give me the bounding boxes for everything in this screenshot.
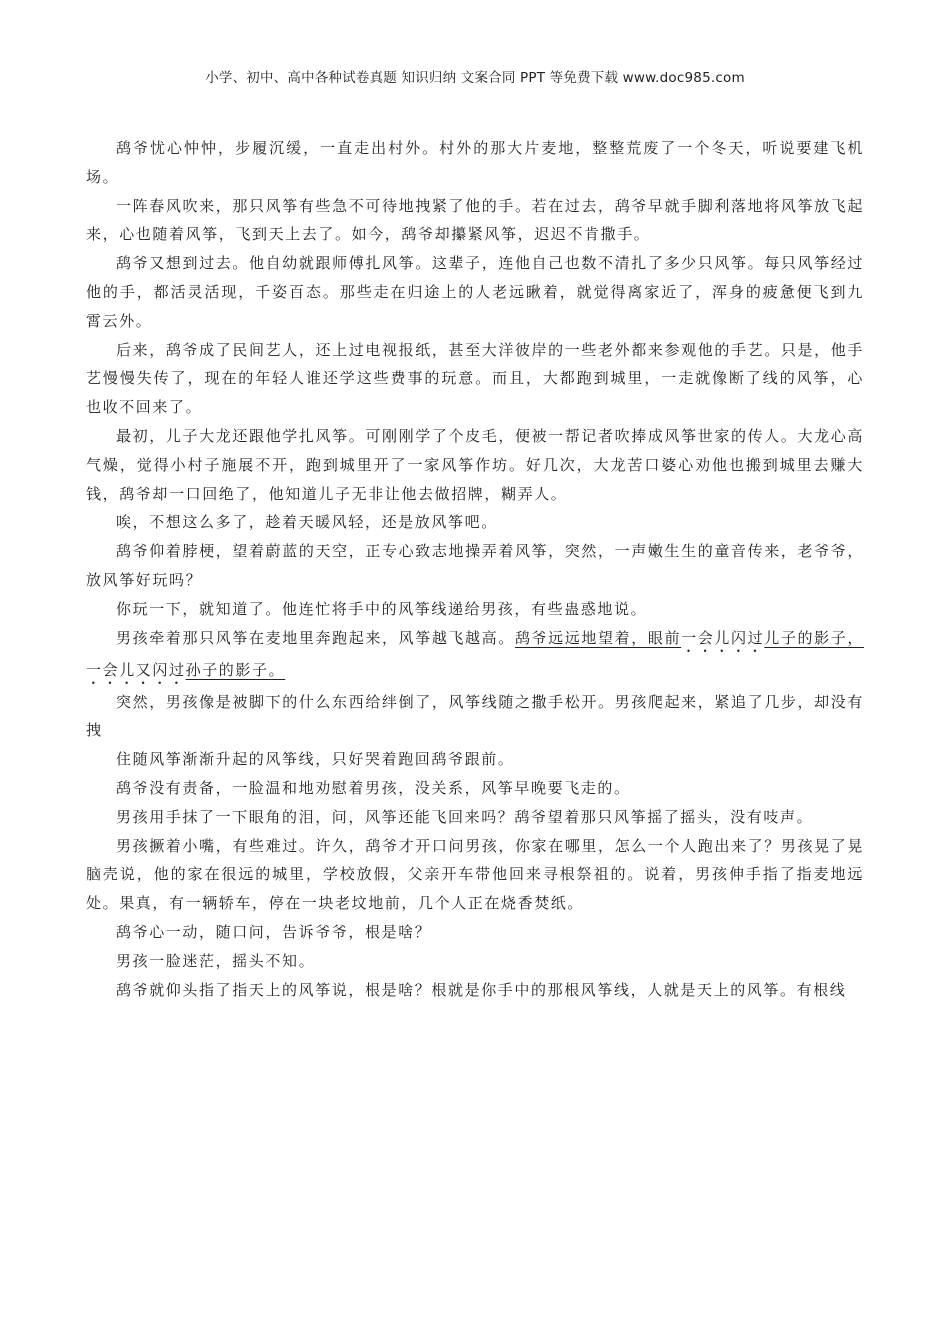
paragraph: 一阵春风吹来，那只风筝有些急不可待地拽紧了他的手。若在过去，鸹爷早就手脚利落地将风筝放飞起来，心也随着风筝，飞到天上去了。如今，鸹爷却攥紧风筝，迟迟不肯撒手。 xyxy=(86,196,864,244)
paragraph: 你玩一下，就知道了。他连忙将手中的风筝线递给男孩，有些蛊惑地说。 xyxy=(116,599,648,618)
underlined-phrase: 鸹爷远远地望着，眼前 xyxy=(514,628,682,647)
dotted-phrase: 一会儿又闪过 xyxy=(86,660,186,679)
underlined-phrase: 儿子的影子， xyxy=(764,628,864,647)
paragraph: 最初，儿子大龙还跟他学扎风筝。可刚刚学了个皮毛，便被一帮记者吹捧成风筝世家的传人。大龙心高气燥，觉得小村子施展不开，跑到城里开了一家风筝作坊。好几次，大龙苦口婆心劝他也搬到城里去赚大钱，鸹爷却一口回绝了，他知道儿子无非让他去做招牌，糊弄人。 xyxy=(86,426,864,503)
paragraph: 男孩一脸迷茫，摇头不知。 xyxy=(116,951,316,970)
paragraph: 住随风筝渐渐升起的风筝线，只好哭着跑回鸹爷跟前。 xyxy=(116,750,515,769)
paragraph: 男孩用手抹了一下眼角的泪，问，风筝还能飞回来吗？鸹爷望着那只风筝摇了摇头，没有吱声。 xyxy=(116,807,814,826)
story-text xyxy=(86,134,864,1004)
underlined-paragraph xyxy=(86,624,864,688)
paragraph: 鸹爷没有责备，一脸温和地劝慰着男孩，没关系，风筝早晚要飞走的。 xyxy=(116,778,631,797)
page-header: 小学、初中、高中各种试卷真题 知识归纳 文案合同 PPT 等免费下载 www.doc985.com xyxy=(205,70,745,86)
dotted-phrase: 一会儿闪过 xyxy=(681,628,765,647)
paragraph: 鸹爷心一动，随口问，告诉爷爷，根是啥？ xyxy=(116,922,432,941)
paragraph: 鸹爷又想到过去。他自幼就跟师傅扎风筝。这辈子，连他自己也数不清扎了多少只风筝。每只风筝经过他的手，都活灵活现，千姿百态。那些走在归途上的人老远瞅着，就觉得离家近了，浑身的疲惫便飞到九霄云外。 xyxy=(86,254,864,330)
paragraph: 鸹爷仰着脖梗，望着蔚蓝的天空，正专心致志地操弄着风筝，突然，一声嫩生生的童音传来，老爷爷，放风筝好玩吗？ xyxy=(86,542,864,589)
paragraph: 鸹爷就仰头指了指天上的风筝说，根是啥？根就是你手中的那根风筝线，人就是天上的风筝。有根线 xyxy=(116,980,847,999)
underlined-phrase: 孙子的影子。 xyxy=(185,660,286,679)
paragraph: 唉，不想这么多了，趁着天暖风轻，还是放风筝吧。 xyxy=(116,513,498,532)
paragraph: 鸹爷忧心忡忡，步履沉缓，一直走出村外。村外的那大片麦地，整整荒废了一个冬天，听说要建飞机场。 xyxy=(86,139,864,186)
paragraph: 男孩撅着小嘴，有些难过。许久，鸹爷才开口问男孩，你家在哪里，怎么一个人跑出来了？男孩晃了晃脑壳说，他的家在很远的城里，学校放假，父亲开车带他回来寻根祭祖的。说着，男孩伸手指了指麦地远处。果真，有一辆轿车，停在一块老坟地前，几个人正在烧香焚纸。 xyxy=(86,836,864,913)
paragraph: 突然，男孩像是被脚下的什么东西给绊倒了，风筝线随之撒手松开。男孩爬起来，紧追了几步，却没有拽 xyxy=(86,692,864,740)
paragraph-text: 男孩牵着那只风筝在麦地里奔跑起来，风筝越飞越高。 xyxy=(116,628,515,647)
paragraph: 后来，鸹爷成了民间艺人，还上过电视报纸，甚至大洋彼岸的一些老外都来参观他的手艺。只是，他手艺慢慢失传了，现在的年轻人谁还学这些费事的玩意。而且，大都跑到城里，一走就像断了线的风筝，心也收不回来了。 xyxy=(86,340,864,417)
